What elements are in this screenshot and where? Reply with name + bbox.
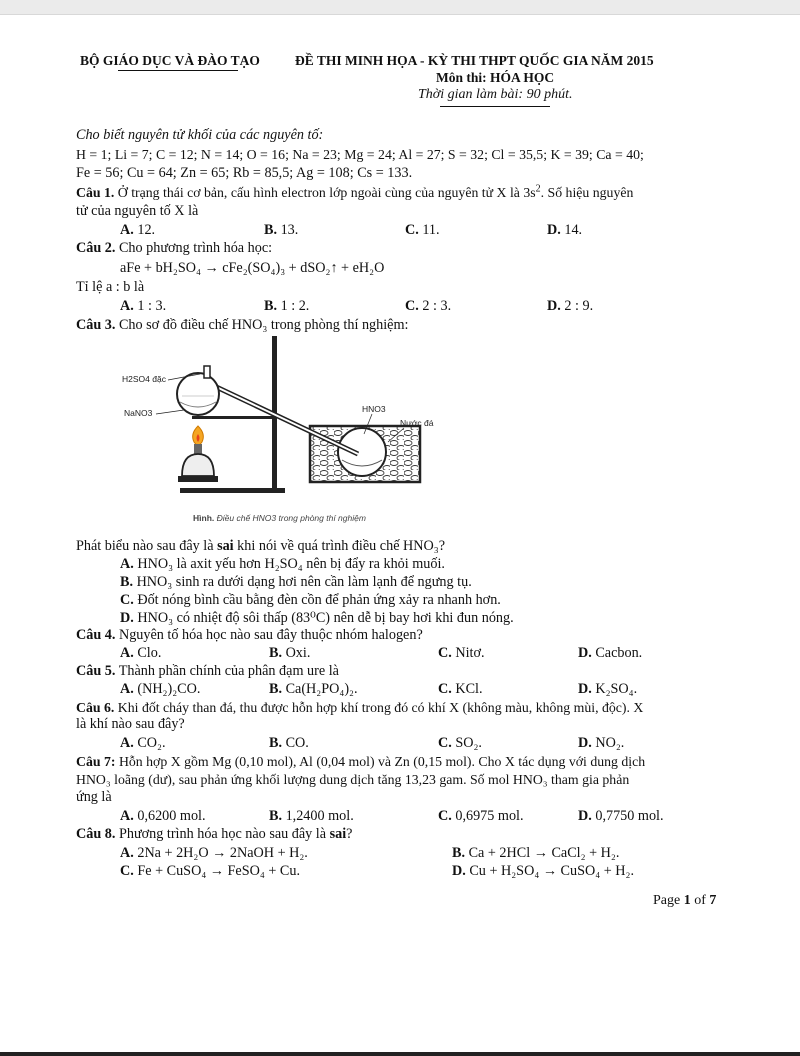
q4-option-c[interactable]: C. Nitơ. xyxy=(438,645,485,661)
q6-option-b[interactable]: B. CO. xyxy=(269,735,309,751)
q5-option-d[interactable]: D. K₂SO₄. xyxy=(578,681,638,697)
stand-base xyxy=(180,488,285,493)
question-3-label: Câu 3. xyxy=(76,317,116,333)
question-1-stem-line-2: tử của nguyên tố X là xyxy=(76,203,199,219)
question-1-text: Ở trạng thái cơ bản, cấu hình electron lớp ngoài cùng của nguyên tử X là 3s xyxy=(117,185,536,200)
question-6-text: Khi đốt cháy than đá, thu được hỗn hợp khí trong đó có khí X (không màu, không mùi, độc). X xyxy=(117,700,644,715)
q7-option-a[interactable]: A. 0,6200 mol. xyxy=(120,808,206,824)
q3-option-c[interactable]: C. Đốt nóng bình cầu bằng đèn cồn để phản ứng xảy ra nhanh hơn. xyxy=(120,592,501,608)
page-indicator: Page 1 of 7 xyxy=(653,893,717,908)
label-h2so4: H2SO4 đặc xyxy=(122,374,166,384)
q4-option-b[interactable]: B. Oxi. xyxy=(269,645,311,661)
question-5-stem xyxy=(76,663,339,680)
question-6-label: Câu 6. xyxy=(76,700,115,715)
label-hno3: HNO3 xyxy=(362,404,386,414)
alcohol-lamp xyxy=(182,454,214,476)
q4-option-a[interactable]: A. Clo. xyxy=(120,645,162,661)
question-7-stem xyxy=(76,753,645,770)
question-7-stem-line-3: ứng là xyxy=(76,789,112,805)
reaction-flask xyxy=(177,373,219,415)
q5-option-b[interactable]: B. Ca(H₂PO₄)₂. xyxy=(269,681,358,697)
question-7-stem-line-2: HNO₃ loãng (dư), sau phản ứng khối lượng dung dịch tăng 13,23 gam. Số mol HNO₃ tham gia phản xyxy=(76,772,630,787)
q1-option-b[interactable]: B. 13. xyxy=(264,222,299,238)
viewer-top-bar xyxy=(0,0,800,15)
q1-option-c[interactable]: C. 11. xyxy=(405,222,440,238)
q3-option-a[interactable]: A. HNO₃ là axit yếu hơn H₂SO₄ nên bị đẩy ra khỏi muối. xyxy=(120,556,445,572)
q8-option-b[interactable]: B. Ca + 2HCl → CaCl₂ + H₂. xyxy=(452,845,620,861)
atomic-mass-intro: Cho biết nguyên tử khối của các nguyên tố: xyxy=(76,127,324,143)
question-3-prompt: Phát biểu nào sau đây là sai khi nói về quá trình điều chế HNO₃? xyxy=(76,538,446,554)
atomic-mass-line-1: H = 1; Li = 7; C = 12; N = 14; O = 16; Na = 23; Mg = 24; Al = 27; S = 32; Cl = 35,5; K = 39; Ca = 40; xyxy=(76,147,644,162)
question-1-stem xyxy=(76,184,633,201)
figure-caption: Hình. Điều chế HNO3 trong phòng thí nghiệm xyxy=(193,513,366,523)
question-2-ratio: Tỉ lệ a : b là xyxy=(76,279,145,295)
question-6-stem xyxy=(76,699,643,716)
question-6-stem-line-2: là khí nào sau đây? xyxy=(76,716,185,732)
q2-option-b[interactable]: B. 1 : 2. xyxy=(264,298,310,314)
question-2-text: Cho phương trình hóa học: xyxy=(118,240,273,256)
label-ice-water: Nước đá xyxy=(400,418,434,428)
question-5-text: Thành phần chính của phân đạm ure là xyxy=(118,663,339,679)
question-4-stem xyxy=(76,627,423,644)
q6-option-d[interactable]: D. NO₂. xyxy=(578,735,625,751)
q1-option-d[interactable]: D. 14. xyxy=(547,222,583,238)
question-4-label: Câu 4. xyxy=(76,627,116,643)
question-1-superscript: 2 xyxy=(535,183,541,195)
question-8-stem: Câu 8. Phương trình hóa học nào sau đây là sai? xyxy=(76,826,353,842)
duration-line: Thời gian làm bài: 90 phút. xyxy=(418,87,573,102)
question-4-text: Nguyên tố hóa học nào sau đây thuộc nhóm halogen? xyxy=(118,627,423,643)
question-2-equation: aFe + bH₂SO₄ → cFe₂(SO₄)₃ + dSO₂↑ + eH₂O xyxy=(120,260,385,276)
stand-clamp-lower xyxy=(192,416,274,419)
subject-line: Môn thi: HÓA HỌC xyxy=(436,70,555,85)
q5-option-c[interactable]: C. KCl. xyxy=(438,681,483,697)
atomic-mass-line-2: Fe = 56; Cu = 64; Zn = 65; Rb = 85,5; Ag = 108; Cs = 133. xyxy=(76,165,413,181)
q8-option-d[interactable]: D. Cu + H₂SO₄ → CuSO₄ + H₂. xyxy=(452,863,635,879)
q4-option-d[interactable]: D. Cacbon. xyxy=(578,645,643,661)
viewer-bottom-bar xyxy=(0,1052,800,1056)
q3-option-d[interactable]: D. HNO₃ có nhiệt độ sôi thấp (83⁰C) nên dễ bị bay hơi khi đun nóng. xyxy=(120,610,514,626)
question-7-label: Câu 7: xyxy=(76,754,116,769)
label-nano3: NaNO3 xyxy=(124,408,153,418)
duration-underline xyxy=(440,106,550,107)
q3-option-b[interactable]: B. HNO₃ sinh ra dưới dạng hơi nên cần làm lạnh để ngưng tụ. xyxy=(120,574,472,590)
question-1-label: Câu 1. xyxy=(76,185,115,200)
q8-option-c[interactable]: C. Fe + CuSO₄ → FeSO₄ + Cu. xyxy=(120,863,301,879)
q5-option-a[interactable]: A. (NH₂)₂CO. xyxy=(120,681,201,697)
hno3-lab-apparatus-figure xyxy=(110,330,450,530)
q2-option-d[interactable]: D. 2 : 9. xyxy=(547,298,594,314)
question-3-text: Cho sơ đồ điều chế HNO₃ trong phòng thí nghiệm: xyxy=(118,317,409,333)
question-2-stem xyxy=(76,240,272,257)
q2-option-a[interactable]: A. 1 : 3. xyxy=(120,298,167,314)
q2-option-c[interactable]: C. 2 : 3. xyxy=(405,298,452,314)
receiving-flask xyxy=(338,428,386,476)
q6-option-c[interactable]: C. SO₂. xyxy=(438,735,482,751)
question-8-label: Câu 8. xyxy=(76,826,116,842)
ministry-name: BỘ GIÁO DỤC VÀ ĐÀO TẠO xyxy=(80,53,260,68)
question-7-text: Hỗn hợp X gồm Mg (0,10 mol), Al (0,04 mol) và Zn (0,15 mol). Cho X tác dụng với dung dịch xyxy=(118,754,646,769)
question-5-label: Câu 5. xyxy=(76,663,116,679)
question-2-label: Câu 2. xyxy=(76,240,116,256)
q8-option-a[interactable]: A. 2Na + 2H₂O → 2NaOH + H₂. xyxy=(120,845,308,861)
question-1-text-end: . Số hiệu nguyên xyxy=(540,185,634,200)
q7-option-d[interactable]: D. 0,7750 mol. xyxy=(578,808,664,824)
q7-option-c[interactable]: C. 0,6975 mol. xyxy=(438,808,524,824)
exam-title: ĐỀ THI MINH HỌA - KỲ THI THPT QUỐC GIA NĂM 2015 xyxy=(295,53,654,68)
q6-option-a[interactable]: A. CO₂. xyxy=(120,735,166,751)
ministry-underline xyxy=(118,70,238,71)
q7-option-b[interactable]: B. 1,2400 mol. xyxy=(269,808,354,824)
q1-option-a[interactable]: A. 12. xyxy=(120,222,156,238)
